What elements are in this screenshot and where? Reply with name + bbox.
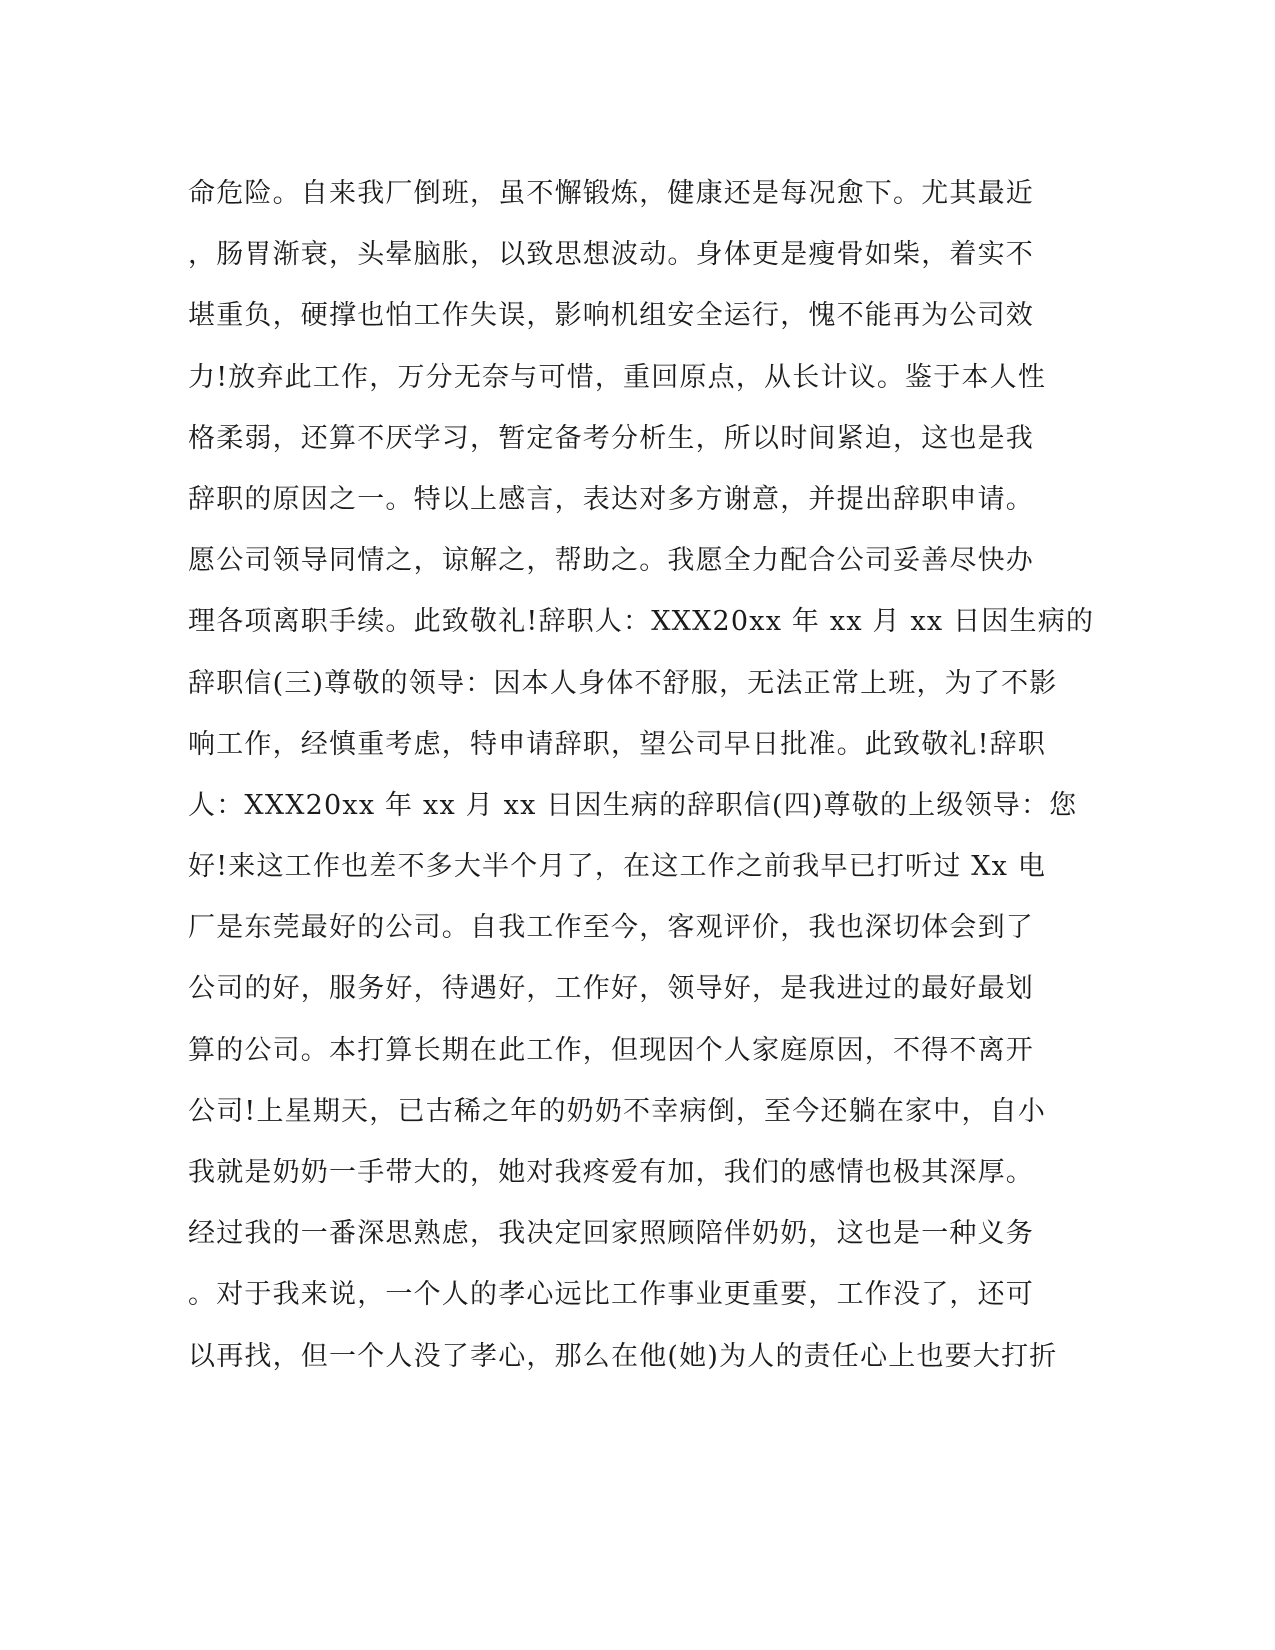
text-line: 响工作，经慎重考虑，特申请辞职，望公司早日批准。此致敬礼!辞职 (188, 728, 1047, 760)
text-line: 好!来这工作也差不多大半个月了，在这工作之前我早已打听过 Xx 电 (188, 851, 1047, 883)
text-line: 命危险。自来我厂倒班，虽不懈锻炼，健康还是每况愈下。尤其最近 (188, 178, 1034, 209)
text-line: 辞职的原因之一。特以上感言，表达对多方谢意，并提出辞职申请。 (188, 483, 1034, 515)
text-line: 算的公司。本打算长期在此工作，但现因个人家庭原因，不得不离开 (188, 1034, 1034, 1066)
text-line: 人：XXX20xx 年 xx 月 xx 日因生病的辞职信(四)尊敬的上级领导：您 (188, 789, 1078, 821)
text-line: 厂是东莞最好的公司。自我工作至今，客观评价，我也深切体会到了 (188, 912, 1034, 944)
text-line: ，肠胃渐衰，头晕脑胀，以致思想波动。身体更是瘦骨如柴，着实不 (188, 239, 1034, 271)
text-line: 力!放弃此工作，万分无奈与可惜，重回原点，从长计议。鉴于本人性 (188, 361, 1047, 393)
text-line: 堪重负，硬撑也怕工作失误，影响机组安全运行，愧不能再为公司效 (188, 300, 1034, 332)
text-line: 公司的好，服务好，待遇好，工作好，领导好，是我进过的最好最划 (188, 973, 1034, 1005)
text-line: 经过我的一番深思熟虑，我决定回家照顾陪伴奶奶，这也是一种义务 (188, 1218, 1034, 1250)
text-line: 以再找，但一个人没了孝心，那么在他(她)为人的责任心上也要大打折 (188, 1340, 1058, 1372)
text-line: 辞职信(三)尊敬的领导：因本人身体不舒服，无法正常上班，为了不影 (188, 667, 1058, 699)
text-line: 格柔弱，还算不厌学习，暂定备考分析生，所以时间紧迫，这也是我 (188, 422, 1034, 454)
text-line: 。对于我来说，一个人的孝心远比工作事业更重要，工作没了，还可 (188, 1279, 1034, 1311)
body-text (188, 163, 1095, 1387)
text-line: 公司!上星期天，已古稀之年的奶奶不幸病倒，至今还躺在家中，自小 (188, 1095, 1047, 1127)
text-line: 理各项离职手续。此致敬礼!辞职人：XXX20xx 年 xx 月 xx 日因生病的 (188, 606, 1095, 638)
text-line: 愿公司领导同情之，谅解之，帮助之。我愿全力配合公司妥善尽快办 (188, 545, 1034, 577)
text-line: 我就是奶奶一手带大的，她对我疼爱有加，我们的感情也极其深厚。 (188, 1157, 1034, 1188)
